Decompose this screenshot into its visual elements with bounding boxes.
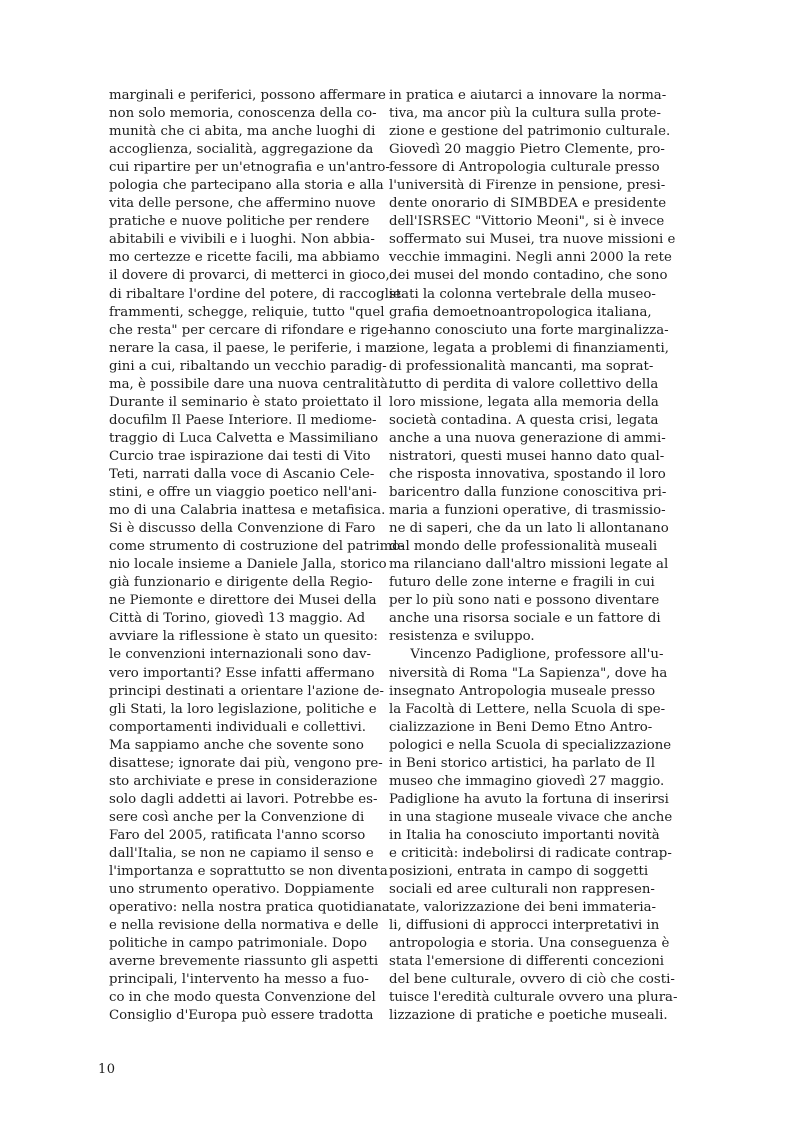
text-line: nerare la casa, il paese, le periferie, i mar- bbox=[109, 340, 397, 356]
text-line: tuisce l'eredità culturale ovvero una plura- bbox=[389, 990, 678, 1006]
text-line: già funzionario e dirigente della Regio- bbox=[109, 575, 373, 591]
text-line: mo certezze e ricette facili, ma abbiamo bbox=[109, 250, 380, 266]
text-line: futuro delle zone interne e fragili in cui bbox=[389, 575, 655, 591]
text-line: l'importanza e soprattutto se non diventa bbox=[109, 864, 388, 880]
text-line: Durante il seminario è stato proiettato il bbox=[109, 394, 382, 410]
text-line: dall'Italia, se non ne capiamo il senso e bbox=[109, 845, 374, 861]
text-line: ne di saperi, che da un lato li allontanano bbox=[389, 521, 669, 537]
text-line: nio locale insieme a Daniele Jalla, storico bbox=[109, 557, 387, 573]
text-line: che risposta innovativa, spostando il loro bbox=[389, 466, 666, 482]
text-line: uno strumento operativo. Doppiamente bbox=[109, 882, 375, 898]
text-line: Faro del 2005, ratificata l'anno scorso bbox=[109, 827, 366, 843]
text-line: operativo: nella nostra pratica quotidiana bbox=[109, 900, 390, 916]
text-line: soffermato sui Musei, tra nuove missioni e bbox=[389, 232, 676, 248]
text-line: pologia che partecipano alla storia e alla bbox=[109, 178, 384, 194]
text-line: li, diffusioni di approcci interpretativi in bbox=[389, 918, 660, 934]
text-line: tate, valorizzazione dei beni immateria- bbox=[389, 900, 657, 916]
text-line: in una stagione museale vivace che anche bbox=[389, 809, 673, 825]
text-line: ne Piemonte e direttore dei Musei della bbox=[109, 593, 377, 609]
text-line: abitabili e vivibili e i luoghi. Non abbia- bbox=[109, 232, 375, 248]
text-line: pologici e nella Scuola di specializzazione bbox=[389, 737, 672, 753]
text-line: cui ripartire per un'etnografia e un'antro- bbox=[109, 160, 390, 176]
text-line: il dovere di provarci, di metterci in gioco, bbox=[109, 268, 390, 284]
text-line: stati la colonna vertebrale della museo- bbox=[389, 286, 656, 302]
text-line: dei musei del mondo contadino, che sono bbox=[389, 268, 668, 284]
text-line: dell'ISRSEC "Vittorio Meoni", si è invece bbox=[389, 214, 665, 230]
text-line: pratiche e nuove politiche per rendere bbox=[109, 214, 370, 230]
text-line: Curcio trae ispirazione dai testi di Vito bbox=[109, 448, 371, 464]
text-line: disattese; ignorate dai più, vengono pre- bbox=[109, 755, 383, 771]
text-line: nistratori, questi musei hanno dato qual- bbox=[389, 448, 665, 464]
text-line: traggio di Luca Calvetta e Massimiliano bbox=[109, 430, 379, 446]
text-line: le convenzioni internazionali sono dav- bbox=[109, 647, 372, 663]
text-line: in pratica e aiutarci a innovare la norma- bbox=[389, 88, 667, 103]
text-line: sociali ed aree culturali non rappresen- bbox=[389, 882, 655, 898]
text-line: sto archiviate e prese in considerazione bbox=[109, 773, 378, 789]
text-line: antropologia e storia. Una conseguenza è bbox=[389, 936, 670, 952]
text-line: vecchie immagini. Negli anni 2000 la rete bbox=[389, 250, 672, 266]
text-line: baricentro dalla funzione conoscitiva pri- bbox=[389, 485, 667, 501]
text-line: sere così anche per la Convenzione di bbox=[109, 809, 365, 825]
text-line: posizioni, entrata in campo di soggetti bbox=[389, 864, 649, 880]
text-line: stini, e offre un viaggio poetico nell'ani- bbox=[109, 485, 377, 501]
text-line: dal mondo delle professionalità museali bbox=[389, 539, 658, 555]
text-line: Città di Torino, giovedì 13 maggio. Ad bbox=[109, 611, 366, 627]
text-line: cializzazione in Beni Demo Etno Antro- bbox=[389, 719, 653, 735]
text-line: hanno conosciuto una forte marginalizza- bbox=[389, 322, 669, 338]
text-line: maria a funzioni operative, di trasmissio- bbox=[389, 503, 666, 519]
text-line: marginali e periferici, possono affermare bbox=[109, 88, 386, 103]
text-line: lizzazione di pratiche e poetiche museali. bbox=[389, 1008, 668, 1024]
text-line: gini a cui, ribaltando un vecchio paradig- bbox=[109, 358, 387, 374]
text-line: co in che modo questa Convenzione del bbox=[109, 990, 376, 1006]
text-line: politiche in campo patrimoniale. Dopo bbox=[109, 936, 368, 952]
text-line: solo dagli addetti ai lavori. Potrebbe es- bbox=[109, 791, 378, 807]
text-line: avviare la riflessione è stato un quesito: bbox=[109, 629, 378, 645]
text-line: principali, l'intervento ha messo a fuo- bbox=[109, 972, 369, 988]
text-line: tiva, ma ancor più la cultura sulla prote- bbox=[389, 106, 662, 122]
text-line: docufilm Il Paese Interiore. Il mediome- bbox=[109, 412, 377, 428]
text-line: in Italia ha conosciuto importanti novità bbox=[389, 827, 660, 843]
text-line: e nella revisione della normativa e delle bbox=[109, 918, 379, 934]
text-line: Teti, narrati dalla voce di Ascanio Cele- bbox=[109, 466, 375, 482]
text-line: Ma sappiamo anche che sovente sono bbox=[109, 737, 364, 753]
text-line: vero importanti? Esse infatti affermano bbox=[109, 665, 375, 681]
text-line: fessore di Antropologia culturale presso bbox=[389, 160, 660, 176]
text-line: del bene culturale, ovvero di ciò che costi- bbox=[389, 972, 675, 988]
text-line: gli Stati, la loro legislazione, politiche e bbox=[109, 701, 377, 717]
text-line: accoglienza, socialità, aggregazione da bbox=[109, 142, 374, 158]
text-line: loro missione, legata alla memoria della bbox=[389, 394, 659, 410]
text-line: di professionalità mancanti, ma soprat- bbox=[389, 358, 654, 374]
text-line: zione e gestione del patrimonio culturale. bbox=[389, 124, 671, 140]
page-number: 10 bbox=[98, 1062, 116, 1077]
text-line: comportamenti individuali e collettivi. bbox=[109, 719, 367, 735]
text-line: Giovedì 20 maggio Pietro Clemente, pro- bbox=[389, 142, 665, 158]
text-line: di ribaltare l'ordine del potere, di raccoglie bbox=[109, 286, 402, 302]
text-line: resistenza e sviluppo. bbox=[389, 629, 535, 645]
text-line: munità che ci abita, ma anche luoghi di bbox=[109, 124, 376, 140]
text-line: Padiglione ha avuto la fortuna di inserirsi bbox=[389, 791, 669, 807]
text-line: l'università di Firenze in pensione, presi- bbox=[389, 178, 666, 194]
text-line: vita delle persone, che affermino nuove bbox=[109, 196, 376, 212]
text-line: Vincenzo Padiglione, professore all'u- bbox=[410, 647, 664, 663]
left-text-column bbox=[109, 87, 405, 1025]
text-line: non solo memoria, conoscenza della co- bbox=[109, 106, 377, 122]
text-line: Si è discusso della Convenzione di Faro bbox=[109, 521, 376, 537]
right-text-column bbox=[389, 87, 678, 1025]
text-line: mo di una Calabria inattesa e metafisica. bbox=[109, 503, 386, 519]
text-line: principi destinati a orientare l'azione de- bbox=[109, 683, 385, 699]
text-line: dente onorario di SIMBDEA e presidente bbox=[389, 196, 667, 212]
text-line: per lo più sono nati e possono diventare bbox=[389, 593, 660, 609]
text-line: ma rilanciano dall'altro missioni legate al bbox=[389, 557, 669, 573]
text-line: come strumento di costruzione del patrimo- bbox=[109, 539, 405, 555]
text-line: grafia demoetnoantropologica italiana, bbox=[389, 304, 652, 320]
text-line: società contadina. A questa crisi, legata bbox=[389, 412, 659, 428]
text-line: stata l'emersione di differenti concezioni bbox=[389, 954, 665, 970]
text-line: anche a una nuova generazione di ammi- bbox=[389, 430, 666, 446]
text-line: frammenti, schegge, reliquie, tutto "quel bbox=[109, 304, 385, 320]
text-line: tutto di perdita di valore collettivo della bbox=[389, 376, 659, 392]
text-line: la Facoltà di Lettere, nella Scuola di spe- bbox=[389, 701, 666, 717]
text-line: e criticità: indebolirsi di radicate contrap- bbox=[389, 845, 672, 861]
text-line: niversità di Roma "La Sapienza", dove ha bbox=[389, 665, 668, 681]
text-line: anche una risorsa sociale e un fattore di bbox=[389, 611, 661, 627]
text-line: Consiglio d'Europa può essere tradotta bbox=[109, 1008, 374, 1024]
text-line: museo che immagino giovedì 27 maggio. bbox=[389, 773, 665, 789]
text-line: ma, è possibile dare una nuova centralità. bbox=[109, 376, 393, 392]
text-line: in Beni storico artistici, ha parlato de Il bbox=[389, 755, 656, 771]
text-line: zione, legata a problemi di finanziamenti, bbox=[389, 340, 669, 356]
text-line: averne brevemente riassunto gli aspetti bbox=[109, 954, 379, 970]
text-line: insegnato Antropologia museale presso bbox=[389, 683, 656, 699]
text-line: che resta" per cercare di rifondare e rige- bbox=[109, 322, 392, 338]
